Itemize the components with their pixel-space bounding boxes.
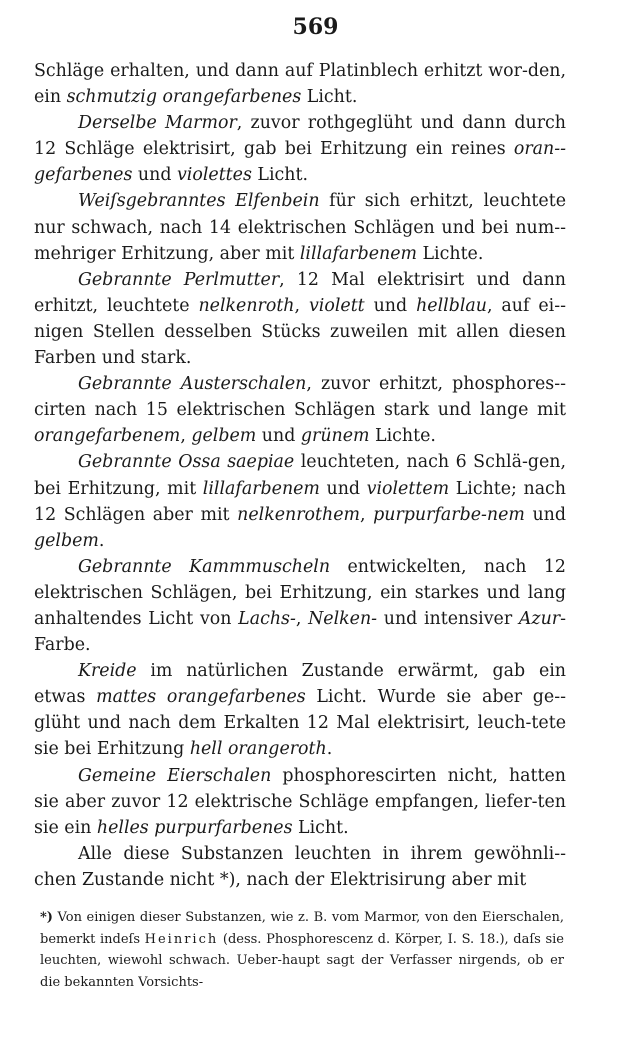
italic-term: Gebrannte Perlmutter <box>78 269 280 290</box>
italic-term: Azur <box>518 608 561 629</box>
text-run: phosphorescirten nicht, hatten sie aber zuvor 12 elektrische Schläge empfangen, liefer-ten sie ein <box>34 765 566 838</box>
italic-term: gelbem <box>34 530 99 551</box>
italic-term: Weiſsgebranntes Elfenbein <box>78 191 320 212</box>
paragraph <box>34 763 566 841</box>
italic-term: hellblau <box>416 295 487 316</box>
paragraph <box>34 449 566 553</box>
text-run: und intensiver <box>377 608 519 629</box>
italic-term: grünem <box>300 426 370 447</box>
paragraph <box>34 110 566 188</box>
italic-term: Gebrannte Austerschalen <box>78 374 307 395</box>
text-run: . <box>326 739 333 760</box>
italic-term: schmutzig orangefarbenes <box>66 87 302 108</box>
text-run: für sich erhitzt, leuchtete nur schwach, nach 14 elektrischen Schlägen und bei num-mehriger Erhitzung, aber mit <box>34 191 566 264</box>
text-run: , <box>295 608 309 629</box>
italic-term: Lachs- <box>238 608 296 629</box>
body-text <box>34 58 566 893</box>
page-number: 569 <box>292 14 339 40</box>
text-run: , 12 Mal elektrisirt und dann erhitzt, leuchtete <box>34 269 566 316</box>
text-run: Lichte; nach 12 Schlägen aber mit <box>34 478 567 525</box>
italic-term: Nelken- <box>308 608 378 629</box>
italic-term: hell orangeroth <box>189 739 327 760</box>
footnote-text-before: Von einigen dieser Substanzen, wie z. B. vom Marmor, von den Eierschalen, bemerkt indeſs <box>40 910 564 947</box>
text-run: Licht. <box>251 165 308 186</box>
italic-term: lillafarbenem <box>299 243 417 264</box>
text-run: und <box>319 478 367 499</box>
text-run: . <box>98 530 105 551</box>
italic-term: Gemeine Eierschalen <box>78 765 272 786</box>
text-run: , zuvor rothgeglüht und dann durch 12 Schläge elektrisirt, gab bei Erhitzung ein reines <box>34 113 566 160</box>
italic-term: oran-gefarbenes <box>34 139 566 186</box>
footnote-author-name: Heinrich <box>144 931 219 947</box>
text-run: Schläge erhalten, und dann auf Platinblech erhitzt wor-den, ein <box>34 61 566 108</box>
italic-term: violett <box>308 295 365 316</box>
paragraph <box>34 554 566 658</box>
paragraph <box>34 658 566 762</box>
text-run: und <box>256 426 301 447</box>
text-run: , zuvor erhitzt, phosphores-cirten nach 15 elektrischen Schlägen stark und lange mit <box>34 374 566 421</box>
text-run: und <box>364 295 417 316</box>
paragraph <box>34 267 566 371</box>
paragraph <box>34 188 566 266</box>
italic-term: mattes orangefarbenes <box>96 687 306 708</box>
italic-term: helles purpurfarbenes <box>96 817 293 838</box>
italic-term: lillafarbenem <box>202 478 320 499</box>
text-run: , <box>180 426 192 447</box>
footnote-marker: *) <box>40 910 53 925</box>
text-run: -Farbe. <box>34 608 566 656</box>
text-run: Licht. Wurde sie aber ge-glüht und nach dem Erkalten 12 Mal elektrisirt, leuch-tete sie bei Erhitzung <box>34 687 566 760</box>
text-run: , <box>360 504 374 525</box>
text-run: und <box>132 165 177 186</box>
italic-term: Gebrannte Kammmuscheln <box>78 556 331 577</box>
italic-term: purpurfarbe-nem <box>373 504 525 525</box>
italic-term: Kreide <box>78 661 137 682</box>
text-run: entwickelten, nach 12 elektrischen Schlägen, bei Erhitzung, ein starkes und lang anhaltendes Licht von <box>34 556 566 629</box>
italic-term: nelkenroth <box>198 295 295 316</box>
italic-term: nelkenrothem <box>237 504 360 525</box>
paragraph <box>34 371 566 449</box>
text-run: Licht. <box>301 87 358 108</box>
footnote <box>40 907 564 993</box>
italic-term: orangefarbenem <box>34 426 181 447</box>
text-run: , auf ei-nigen Stellen desselben Stücks zuweilen mit allen diesen Farben und stark. <box>34 295 566 369</box>
text-run: leuchteten, nach 6 Schlä-gen, bei Erhitzung, mit <box>34 452 566 499</box>
paragraph <box>34 841 566 893</box>
italic-term: Derselbe Marmor <box>78 113 237 134</box>
italic-term: violettem <box>366 478 450 499</box>
paragraph <box>34 58 566 110</box>
footnote-text-after: (dess. Phosphorescenz d. Körper, I. S. 18.), daſs sie leuchten, wiewohl schwach. Ueber-haupt sagt der Verfasser nirgends, ob er die bekannten Vorsichts- <box>40 931 564 990</box>
text-run: im natürlichen Zustande erwärmt, gab ein etwas <box>34 661 566 708</box>
italic-term: gelbem <box>191 426 257 447</box>
text-run: Licht. <box>292 817 349 838</box>
text-run: Lichte. <box>369 426 436 447</box>
text-run: Alle diese Substanzen leuchten in ihrem gewöhnli-chen Zustande nicht *), nach der Elektrisirung aber mit <box>34 843 566 890</box>
text-run: Lichte. <box>416 243 484 264</box>
italic-term: violettes <box>176 165 252 186</box>
italic-term: Gebrannte Ossa saepiae <box>78 452 295 473</box>
text-run: , <box>294 295 309 316</box>
text-run: und <box>524 504 567 525</box>
